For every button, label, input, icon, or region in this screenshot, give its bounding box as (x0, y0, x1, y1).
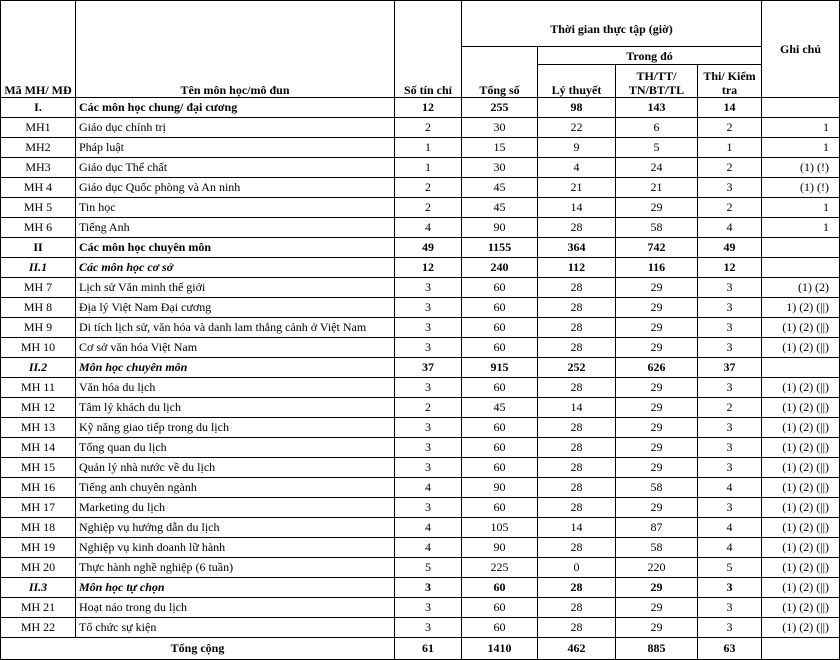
cell-exam: 12 (698, 258, 762, 278)
cell-note: 1 (762, 138, 840, 158)
cell-code: MH 17 (1, 498, 76, 518)
table-row (1, 178, 840, 198)
cell-practice: 29 (616, 298, 698, 318)
table-row (1, 418, 840, 438)
cell-exam: 3 (698, 618, 762, 638)
cell-exam: 2 (698, 198, 762, 218)
cell-total: 30 (462, 158, 538, 178)
cell-credits: 4 (395, 518, 462, 538)
cell-code: MH 7 (1, 278, 76, 298)
cell-exam: 3 (698, 438, 762, 458)
header-credits: Số tín chỉ (395, 1, 462, 98)
cell-credits: 3 (395, 458, 462, 478)
cell-credits: 12 (395, 258, 462, 278)
cell-total: 255 (462, 98, 538, 118)
cell-exam: 3 (698, 298, 762, 318)
cell-name: Di tích lịch sử, văn hóa và danh lam thắng cảnh ở Việt Nam (76, 318, 395, 338)
cell-practice: 29 (616, 318, 698, 338)
cell-practice: 29 (616, 278, 698, 298)
cell-name: Tiếng Anh (76, 218, 395, 238)
table-row (1, 358, 840, 378)
cell-code: MH 15 (1, 458, 76, 478)
cell-code: MH 18 (1, 518, 76, 538)
header-time: Thời gian thực tập (giờ) (462, 1, 762, 47)
cell-practice: 29 (616, 598, 698, 618)
cell-theory: 28 (538, 318, 616, 338)
table-row (1, 378, 840, 398)
table-row (1, 98, 840, 118)
cell-total: 90 (462, 218, 538, 238)
cell-total: 15 (462, 138, 538, 158)
cell-credits: 4 (395, 478, 462, 498)
cell-credits: 5 (395, 558, 462, 578)
cell-note: (1) (2) (||) (762, 558, 840, 578)
table-row (1, 438, 840, 458)
cell-total: 60 (462, 618, 538, 638)
cell-name: Tổ chức sự kiện (76, 618, 395, 638)
cell-credits: 2 (395, 178, 462, 198)
cell-code: MH3 (1, 158, 76, 178)
header-exam: Thi/ Kiểm tra (698, 65, 762, 98)
cell-credits: 49 (395, 238, 462, 258)
table-row (1, 618, 840, 638)
total-exam: 63 (698, 638, 762, 660)
cell-note: (1) (2) (||) (762, 478, 840, 498)
cell-code: MH 4 (1, 178, 76, 198)
cell-theory: 364 (538, 238, 616, 258)
cell-code: MH 13 (1, 418, 76, 438)
cell-total: 225 (462, 558, 538, 578)
cell-note: (1) (!) (762, 158, 840, 178)
cell-note (762, 238, 840, 258)
cell-practice: 29 (616, 398, 698, 418)
cell-credits: 1 (395, 138, 462, 158)
cell-name: Giáo dục chính trị (76, 118, 395, 138)
cell-note: (1) (2) (||) (762, 458, 840, 478)
cell-name: Marketing du lịch (76, 498, 395, 518)
cell-practice: 742 (616, 238, 698, 258)
cell-exam: 14 (698, 98, 762, 118)
table-row (1, 258, 840, 278)
cell-total: 915 (462, 358, 538, 378)
cell-total: 60 (462, 498, 538, 518)
cell-exam: 4 (698, 218, 762, 238)
header-notes: Ghi chú (762, 1, 840, 98)
cell-theory: 21 (538, 178, 616, 198)
cell-credits: 3 (395, 278, 462, 298)
cell-exam: 3 (698, 458, 762, 478)
cell-theory: 28 (538, 378, 616, 398)
cell-credits: 3 (395, 298, 462, 318)
cell-practice: 5 (616, 138, 698, 158)
cell-theory: 28 (538, 438, 616, 458)
cell-note: (1) (2) (||) (762, 318, 840, 338)
cell-exam: 1 (698, 138, 762, 158)
cell-code: MH 20 (1, 558, 76, 578)
cell-credits: 3 (395, 438, 462, 458)
cell-practice: 29 (616, 438, 698, 458)
cell-note: (1) (2) (||) (762, 538, 840, 558)
table-row (1, 158, 840, 178)
cell-note: (1) (2) (||) (762, 398, 840, 418)
cell-theory: 112 (538, 258, 616, 278)
cell-total: 90 (462, 538, 538, 558)
cell-code: II.2 (1, 358, 76, 378)
cell-note: (1) (2) (||) (762, 338, 840, 358)
cell-theory: 14 (538, 198, 616, 218)
cell-note: (1) (2) (||) (762, 598, 840, 618)
cell-code: MH 6 (1, 218, 76, 238)
cell-exam: 4 (698, 478, 762, 498)
cell-code: II.1 (1, 258, 76, 278)
cell-code: MH 16 (1, 478, 76, 498)
header-practice: TH/TT/ TN/BT/TL (616, 65, 698, 98)
cell-code: MH 5 (1, 198, 76, 218)
cell-code: II.3 (1, 578, 76, 598)
total-credits: 61 (395, 638, 462, 660)
cell-exam: 3 (698, 598, 762, 618)
table-row (1, 338, 840, 358)
cell-name: Nghiệp vụ hướng dẫn du lịch (76, 518, 395, 538)
cell-credits: 3 (395, 578, 462, 598)
cell-theory: 28 (538, 578, 616, 598)
cell-code: MH 19 (1, 538, 76, 558)
cell-credits: 3 (395, 338, 462, 358)
cell-code: MH 14 (1, 438, 76, 458)
cell-theory: 22 (538, 118, 616, 138)
cell-total: 60 (462, 378, 538, 398)
cell-theory: 14 (538, 518, 616, 538)
cell-total: 60 (462, 278, 538, 298)
table-row (1, 498, 840, 518)
cell-exam: 3 (698, 338, 762, 358)
cell-theory: 14 (538, 398, 616, 418)
cell-note (762, 358, 840, 378)
cell-code: MH 22 (1, 618, 76, 638)
cell-credits: 3 (395, 318, 462, 338)
cell-practice: 29 (616, 458, 698, 478)
cell-credits: 12 (395, 98, 462, 118)
cell-theory: 98 (538, 98, 616, 118)
table-row (1, 138, 840, 158)
cell-name: Hoạt náo trong du lịch (76, 598, 395, 618)
cell-theory: 252 (538, 358, 616, 378)
cell-note: 1) (2) (||) (762, 298, 840, 318)
cell-note: (1) (2) (||) (762, 518, 840, 538)
cell-theory: 28 (538, 618, 616, 638)
cell-practice: 29 (616, 498, 698, 518)
cell-note: (1) (2) (||) (762, 378, 840, 398)
cell-theory: 4 (538, 158, 616, 178)
cell-practice: 58 (616, 218, 698, 238)
cell-name: Kỹ năng giao tiếp trong du lịch (76, 418, 395, 438)
cell-practice: 29 (616, 618, 698, 638)
cell-credits: 2 (395, 118, 462, 138)
cell-credits: 3 (395, 378, 462, 398)
table-row (1, 518, 840, 538)
cell-note (762, 258, 840, 278)
cell-credits: 3 (395, 498, 462, 518)
cell-practice: 626 (616, 358, 698, 378)
cell-name: Văn hóa du lịch (76, 378, 395, 398)
cell-name: Tâm lý khách du lịch (76, 398, 395, 418)
cell-exam: 4 (698, 518, 762, 538)
cell-code: MH 9 (1, 318, 76, 338)
cell-theory: 0 (538, 558, 616, 578)
cell-note: 1 (762, 198, 840, 218)
table-header (1, 1, 840, 98)
total-hours: 1410 (462, 638, 538, 660)
cell-practice: 29 (616, 378, 698, 398)
cell-code: MH 21 (1, 598, 76, 618)
cell-exam: 3 (698, 498, 762, 518)
cell-practice: 220 (616, 558, 698, 578)
cell-credits: 3 (395, 598, 462, 618)
cell-total: 45 (462, 198, 538, 218)
cell-total: 60 (462, 338, 538, 358)
cell-theory: 28 (538, 458, 616, 478)
table-row (1, 478, 840, 498)
cell-theory: 28 (538, 418, 616, 438)
cell-total: 90 (462, 478, 538, 498)
table-row (1, 458, 840, 478)
cell-name: Địa lý Việt Nam Đại cương (76, 298, 395, 318)
cell-total: 60 (462, 578, 538, 598)
cell-theory: 28 (538, 478, 616, 498)
cell-theory: 28 (538, 498, 616, 518)
cell-code: II (1, 238, 76, 258)
cell-total: 45 (462, 178, 538, 198)
header-code: Mã MH/ MĐ (1, 1, 76, 98)
cell-theory: 28 (538, 598, 616, 618)
cell-total: 240 (462, 258, 538, 278)
cell-exam: 3 (698, 578, 762, 598)
cell-name: Môn học tự chọn (76, 578, 395, 598)
cell-practice: 116 (616, 258, 698, 278)
cell-credits: 2 (395, 198, 462, 218)
cell-theory: 28 (538, 298, 616, 318)
cell-practice: 87 (616, 518, 698, 538)
header-name: Tên môn học/mô đun (76, 1, 395, 98)
cell-theory: 28 (538, 218, 616, 238)
cell-theory: 28 (538, 338, 616, 358)
cell-total: 60 (462, 438, 538, 458)
cell-exam: 4 (698, 538, 762, 558)
cell-exam: 3 (698, 418, 762, 438)
cell-name: Tổng quan du lịch (76, 438, 395, 458)
table-row (1, 198, 840, 218)
cell-note: (1) (2) (||) (762, 438, 840, 458)
cell-credits: 1 (395, 158, 462, 178)
cell-exam: 37 (698, 358, 762, 378)
cell-exam: 49 (698, 238, 762, 258)
cell-name: Cơ sở văn hóa Việt Nam (76, 338, 395, 358)
cell-name: Pháp luật (76, 138, 395, 158)
table-row (1, 218, 840, 238)
cell-name: Thực hành nghề nghiệp (6 tuần) (76, 558, 395, 578)
cell-exam: 3 (698, 178, 762, 198)
cell-total: 30 (462, 118, 538, 138)
cell-credits: 2 (395, 398, 462, 418)
cell-code: MH1 (1, 118, 76, 138)
cell-total: 60 (462, 298, 538, 318)
cell-note (762, 98, 840, 118)
cell-note: (1) (!) (762, 178, 840, 198)
cell-credits: 3 (395, 618, 462, 638)
table-row (1, 118, 840, 138)
cell-note: (1) (2) (||) (762, 498, 840, 518)
header-of-which: Trong đó (538, 47, 762, 65)
cell-practice: 29 (616, 418, 698, 438)
cell-credits: 3 (395, 418, 462, 438)
cell-total: 105 (462, 518, 538, 538)
table-row (1, 598, 840, 618)
cell-credits: 4 (395, 218, 462, 238)
cell-theory: 28 (538, 538, 616, 558)
cell-code: MH 8 (1, 298, 76, 318)
cell-code: MH 11 (1, 378, 76, 398)
cell-practice: 143 (616, 98, 698, 118)
table-body (1, 98, 840, 638)
cell-exam: 5 (698, 558, 762, 578)
cell-exam: 3 (698, 278, 762, 298)
cell-note: (1) (2) (||) (762, 578, 840, 598)
cell-exam: 2 (698, 398, 762, 418)
cell-total: 1155 (462, 238, 538, 258)
cell-practice: 29 (616, 198, 698, 218)
cell-code: MH 12 (1, 398, 76, 418)
cell-note: 1 (762, 218, 840, 238)
cell-exam: 2 (698, 118, 762, 138)
cell-name: Nghiệp vụ kinh doanh lữ hành (76, 538, 395, 558)
cell-code: MH 10 (1, 338, 76, 358)
cell-theory: 28 (538, 278, 616, 298)
header-theory: Lý thuyết (538, 65, 616, 98)
cell-name: Giáo dục Thể chất (76, 158, 395, 178)
cell-total: 45 (462, 398, 538, 418)
cell-note: 1 (762, 118, 840, 138)
table-row (1, 398, 840, 418)
cell-note: (1) (2) (||) (762, 618, 840, 638)
cell-practice: 29 (616, 338, 698, 358)
cell-exam: 3 (698, 378, 762, 398)
table-row (1, 298, 840, 318)
cell-total: 60 (462, 598, 538, 618)
total-practice: 885 (616, 638, 698, 660)
cell-practice: 58 (616, 538, 698, 558)
total-theory: 462 (538, 638, 616, 660)
cell-note: (1) (2) (762, 278, 840, 298)
cell-practice: 24 (616, 158, 698, 178)
cell-credits: 4 (395, 538, 462, 558)
table-row (1, 578, 840, 598)
cell-practice: 29 (616, 578, 698, 598)
cell-name: Quản lý nhà nước về du lịch (76, 458, 395, 478)
cell-name: Tiếng anh chuyên ngành (76, 478, 395, 498)
cell-name: Các môn học cơ sở (76, 258, 395, 278)
cell-total: 60 (462, 458, 538, 478)
table-row (1, 238, 840, 258)
cell-name: Giáo dục Quốc phòng và An ninh (76, 178, 395, 198)
table-row (1, 558, 840, 578)
cell-credits: 37 (395, 358, 462, 378)
cell-practice: 6 (616, 118, 698, 138)
cell-note: (1) (2) (||) (762, 418, 840, 438)
cell-name: Các môn học chung/ đại cương (76, 98, 395, 118)
cell-name: Lịch sử Văn minh thế giới (76, 278, 395, 298)
table-row (1, 278, 840, 298)
cell-total: 60 (462, 418, 538, 438)
cell-name: Môn học chuyên môn (76, 358, 395, 378)
cell-practice: 21 (616, 178, 698, 198)
header-total: Tổng số (462, 47, 538, 98)
total-label: Tổng cộng (1, 638, 395, 660)
cell-theory: 9 (538, 138, 616, 158)
cell-exam: 3 (698, 318, 762, 338)
cell-total: 60 (462, 318, 538, 338)
cell-name: Tin học (76, 198, 395, 218)
table-row (1, 318, 840, 338)
cell-code: I. (1, 98, 76, 118)
cell-name: Các môn học chuyên môn (76, 238, 395, 258)
cell-practice: 58 (616, 478, 698, 498)
cell-exam: 2 (698, 158, 762, 178)
table-row (1, 538, 840, 558)
cell-code: MH2 (1, 138, 76, 158)
